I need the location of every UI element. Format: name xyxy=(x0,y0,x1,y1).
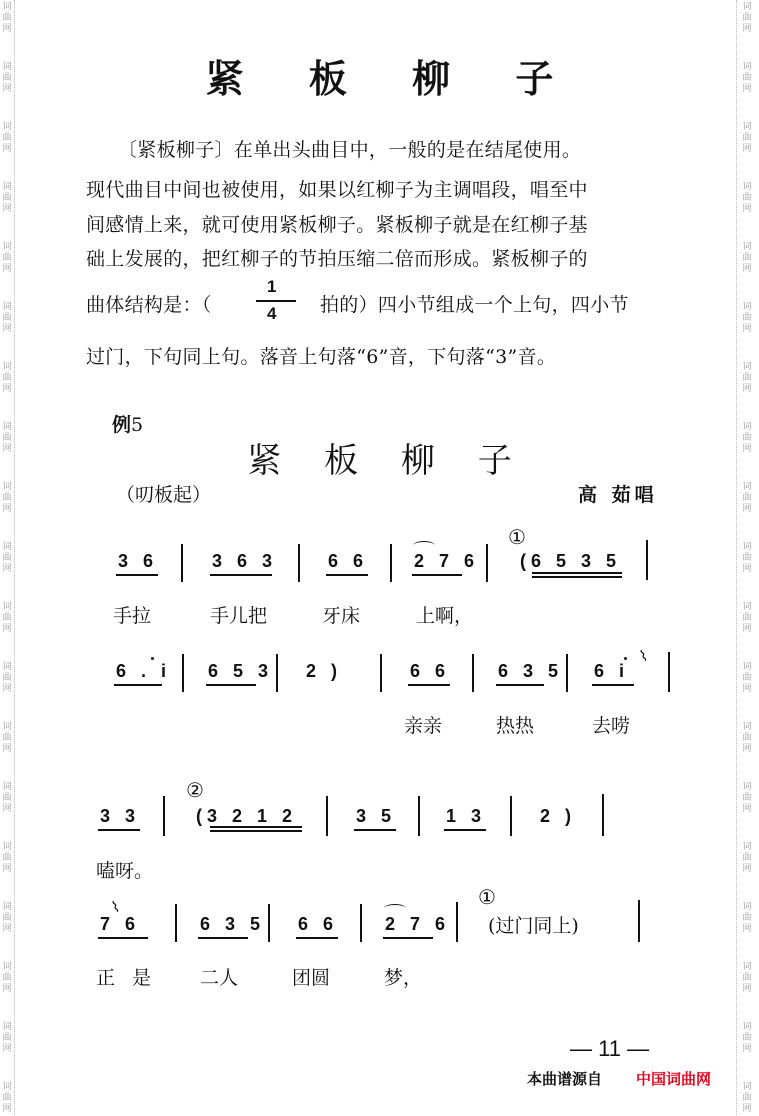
measure-r2-4: 6 6 xyxy=(410,661,451,681)
example-title: 紧 板 柳 子 xyxy=(247,441,528,481)
measure-r4-2: 6 3 5 xyxy=(200,914,266,934)
barline xyxy=(472,654,474,692)
watermark-mark: 词 曲 网 xyxy=(2,182,12,214)
measure-r1-1: 3 6 xyxy=(118,551,159,571)
slur xyxy=(413,541,435,550)
lyric-r3-1: 嗑呀。 xyxy=(96,860,154,882)
beam xyxy=(116,574,158,576)
watermark-mark: 词 曲 网 xyxy=(742,662,752,694)
barline xyxy=(163,796,165,836)
measure-r4-4: 2 7 6 xyxy=(385,914,451,934)
watermark-mark: 词 曲 网 xyxy=(2,1022,12,1054)
watermark-mark: 词 曲 网 xyxy=(2,602,12,634)
lyric-r2-1: 亲亲 xyxy=(404,715,443,737)
measure-r3-3: 3 5 xyxy=(356,806,397,826)
measure-r1-3: 6 6 xyxy=(328,551,369,571)
paragraph-line-5a: 曲体结构是：（ xyxy=(86,294,212,316)
barline xyxy=(182,654,184,692)
watermark-mark: 词 曲 网 xyxy=(742,842,752,874)
barline xyxy=(566,654,568,692)
example-label-number: 5 xyxy=(131,414,144,436)
barline xyxy=(510,796,512,836)
page-number: — 11 — xyxy=(570,1036,650,1061)
watermark-mark: 词 曲 网 xyxy=(2,902,12,934)
measure-r3-2: (3 2 1 2 xyxy=(196,806,298,826)
lyric-r4-5: 梦， xyxy=(384,967,423,989)
barline xyxy=(390,544,392,582)
measure-r3-5: 2 ) xyxy=(540,806,577,826)
barline xyxy=(668,652,670,692)
barline xyxy=(298,544,300,582)
high-octave-dot xyxy=(624,657,627,660)
watermark-mark: 词 曲 网 xyxy=(742,542,752,574)
watermark-mark: 词 曲 网 xyxy=(742,482,752,514)
watermark-mark: 词 曲 网 xyxy=(742,602,752,634)
watermark-mark: 词 曲 网 xyxy=(742,782,752,814)
beam xyxy=(114,684,162,686)
barline xyxy=(602,794,604,836)
beam xyxy=(354,829,396,831)
site-name-link[interactable]: 中国词曲网 xyxy=(636,1070,712,1088)
measure-r2-1: 6 . i xyxy=(116,661,172,681)
watermark-mark: 词 曲 网 xyxy=(742,122,752,154)
paragraph-line-5b: 拍的）四小节组成一个上句，四小节 xyxy=(320,294,629,316)
watermark-mark: 词 曲 网 xyxy=(2,782,12,814)
beam xyxy=(210,826,302,828)
barline xyxy=(418,796,420,836)
watermark-mark: 词 曲 网 xyxy=(742,182,752,214)
watermark-mark: 词 曲 网 xyxy=(2,242,12,274)
measure-r4-3: 6 6 xyxy=(298,914,339,934)
section-marker-2: ② xyxy=(186,778,204,802)
section-marker-1b: ① xyxy=(478,885,496,909)
source-label: 本曲谱源自 xyxy=(527,1070,603,1088)
fraction-denominator: 4 xyxy=(267,304,277,323)
watermark-mark: 词 曲 网 xyxy=(742,902,752,934)
barline xyxy=(175,904,177,942)
beam xyxy=(412,574,462,576)
singer-credit: 高 茹唱 xyxy=(578,484,658,506)
beam-double xyxy=(532,576,622,578)
beam xyxy=(206,684,256,686)
watermark-mark: 词 曲 网 xyxy=(2,2,12,34)
barline xyxy=(181,544,183,582)
page-title: 紧 板 柳 子 xyxy=(205,56,580,101)
lyric-r1-4: 上啊， xyxy=(416,605,474,627)
watermark-mark: 词 曲 网 xyxy=(2,362,12,394)
section-marker-1: ① xyxy=(508,525,526,549)
measure-r2-2: 6 5 3 xyxy=(208,661,274,681)
barline xyxy=(326,796,328,836)
beam xyxy=(592,684,634,686)
measure-r1-2: 3 6 3 xyxy=(212,551,278,571)
watermark-mark: 词 曲 网 xyxy=(742,422,752,454)
watermark-mark: 词 曲 网 xyxy=(2,62,12,94)
watermark-mark: 词 曲 网 xyxy=(742,722,752,754)
paragraph-line-1: 〔紧板柳子〕在单出头曲目中，一般的是在结尾使用。 xyxy=(118,139,582,161)
beam xyxy=(210,574,272,576)
example-label-bold: 例 xyxy=(112,414,132,436)
fraction-numerator: 1 xyxy=(267,277,277,296)
lyric-r1-2: 手儿把 xyxy=(210,605,268,627)
watermark-mark: 词 曲 网 xyxy=(742,242,752,274)
measure-r2-5: 6 3 5 xyxy=(498,661,564,681)
ornament-mark: ⌇ xyxy=(637,646,651,666)
paragraph-line-3: 间感情上来，就可使用紧板柳子。紧板柳子就是在红柳子基 xyxy=(86,214,588,236)
beam xyxy=(444,829,486,831)
watermark-mark: 词 曲 网 xyxy=(2,482,12,514)
lyric-r2-2: 热热 xyxy=(496,715,535,737)
beam xyxy=(326,574,368,576)
ornament-mark: ⌇ xyxy=(109,897,123,917)
barline xyxy=(456,902,458,942)
tempo-marking: （叨板起） xyxy=(116,484,212,506)
watermark-mark: 词 曲 网 xyxy=(742,2,752,34)
slur xyxy=(384,904,406,913)
measure-r1-5: (6 5 3 5 xyxy=(520,551,622,571)
beam xyxy=(496,684,544,686)
paragraph-line-6: 过门，下句同上句。落音上句落“6”音，下句落“3”音。 xyxy=(86,346,557,368)
lyric-r4-1: 正 xyxy=(96,967,116,989)
measure-r2-6: 6 i xyxy=(594,661,630,681)
beam xyxy=(98,937,148,939)
watermark-mark: 词 曲 网 xyxy=(742,1082,752,1114)
high-octave-dot xyxy=(151,657,154,660)
watermark-mark: 词 曲 网 xyxy=(2,842,12,874)
watermark-mark: 词 曲 网 xyxy=(2,422,12,454)
watermark-mark: 词 曲 网 xyxy=(2,722,12,754)
barline xyxy=(276,654,278,692)
barline xyxy=(638,900,640,942)
beam xyxy=(98,829,140,831)
watermark-mark: 词 曲 网 xyxy=(2,302,12,334)
measure-r3-1: 3 3 xyxy=(100,806,141,826)
beam xyxy=(296,937,338,939)
lyric-r2-3: 去唠 xyxy=(592,715,631,737)
lyric-r1-1: 手拉 xyxy=(113,605,152,627)
lyric-r4-4: 团圆 xyxy=(292,967,331,989)
beam xyxy=(532,572,622,574)
watermark-mark: 词 曲 网 xyxy=(2,542,12,574)
measure-r1-4: 2 7 6 xyxy=(414,551,480,571)
barline xyxy=(486,544,488,582)
watermark-mark: 词 曲 网 xyxy=(742,1022,752,1054)
watermark-mark: 词 曲 网 xyxy=(742,962,752,994)
watermark-mark: 词 曲 网 xyxy=(2,122,12,154)
lyric-r4-3: 二人 xyxy=(200,967,239,989)
paragraph-line-2: 现代曲目中间也被使用，如果以红柳子为主调唱段，唱至中 xyxy=(86,179,588,201)
measure-r2-3: 2 ) xyxy=(306,661,343,681)
watermark-mark: 词 曲 网 xyxy=(2,662,12,694)
watermark-mark: 词 曲 网 xyxy=(2,1082,12,1114)
paragraph-line-4: 础上发展的，把红柳子的节拍压缩二倍而形成。紧板柳子的 xyxy=(86,248,588,270)
repeat-instruction: (过门同上) xyxy=(488,915,579,937)
barline xyxy=(268,904,270,942)
measure-r4-1: 7 6 xyxy=(100,914,141,934)
beam xyxy=(198,937,248,939)
beam xyxy=(408,684,450,686)
watermark-mark: 词 曲 网 xyxy=(742,362,752,394)
beam xyxy=(383,937,433,939)
lyric-r1-3: 牙床 xyxy=(322,605,361,627)
watermark-mark: 词 曲 网 xyxy=(742,302,752,334)
beam-double xyxy=(210,830,302,832)
barline xyxy=(360,904,362,942)
lyric-r4-2: 是 xyxy=(132,967,152,989)
measure-r3-4: 1 3 xyxy=(446,806,487,826)
watermark-mark: 词 曲 网 xyxy=(2,962,12,994)
watermark-mark: 词 曲 网 xyxy=(742,62,752,94)
fraction-bar xyxy=(256,300,296,302)
barline xyxy=(380,654,382,692)
barline xyxy=(646,540,648,580)
